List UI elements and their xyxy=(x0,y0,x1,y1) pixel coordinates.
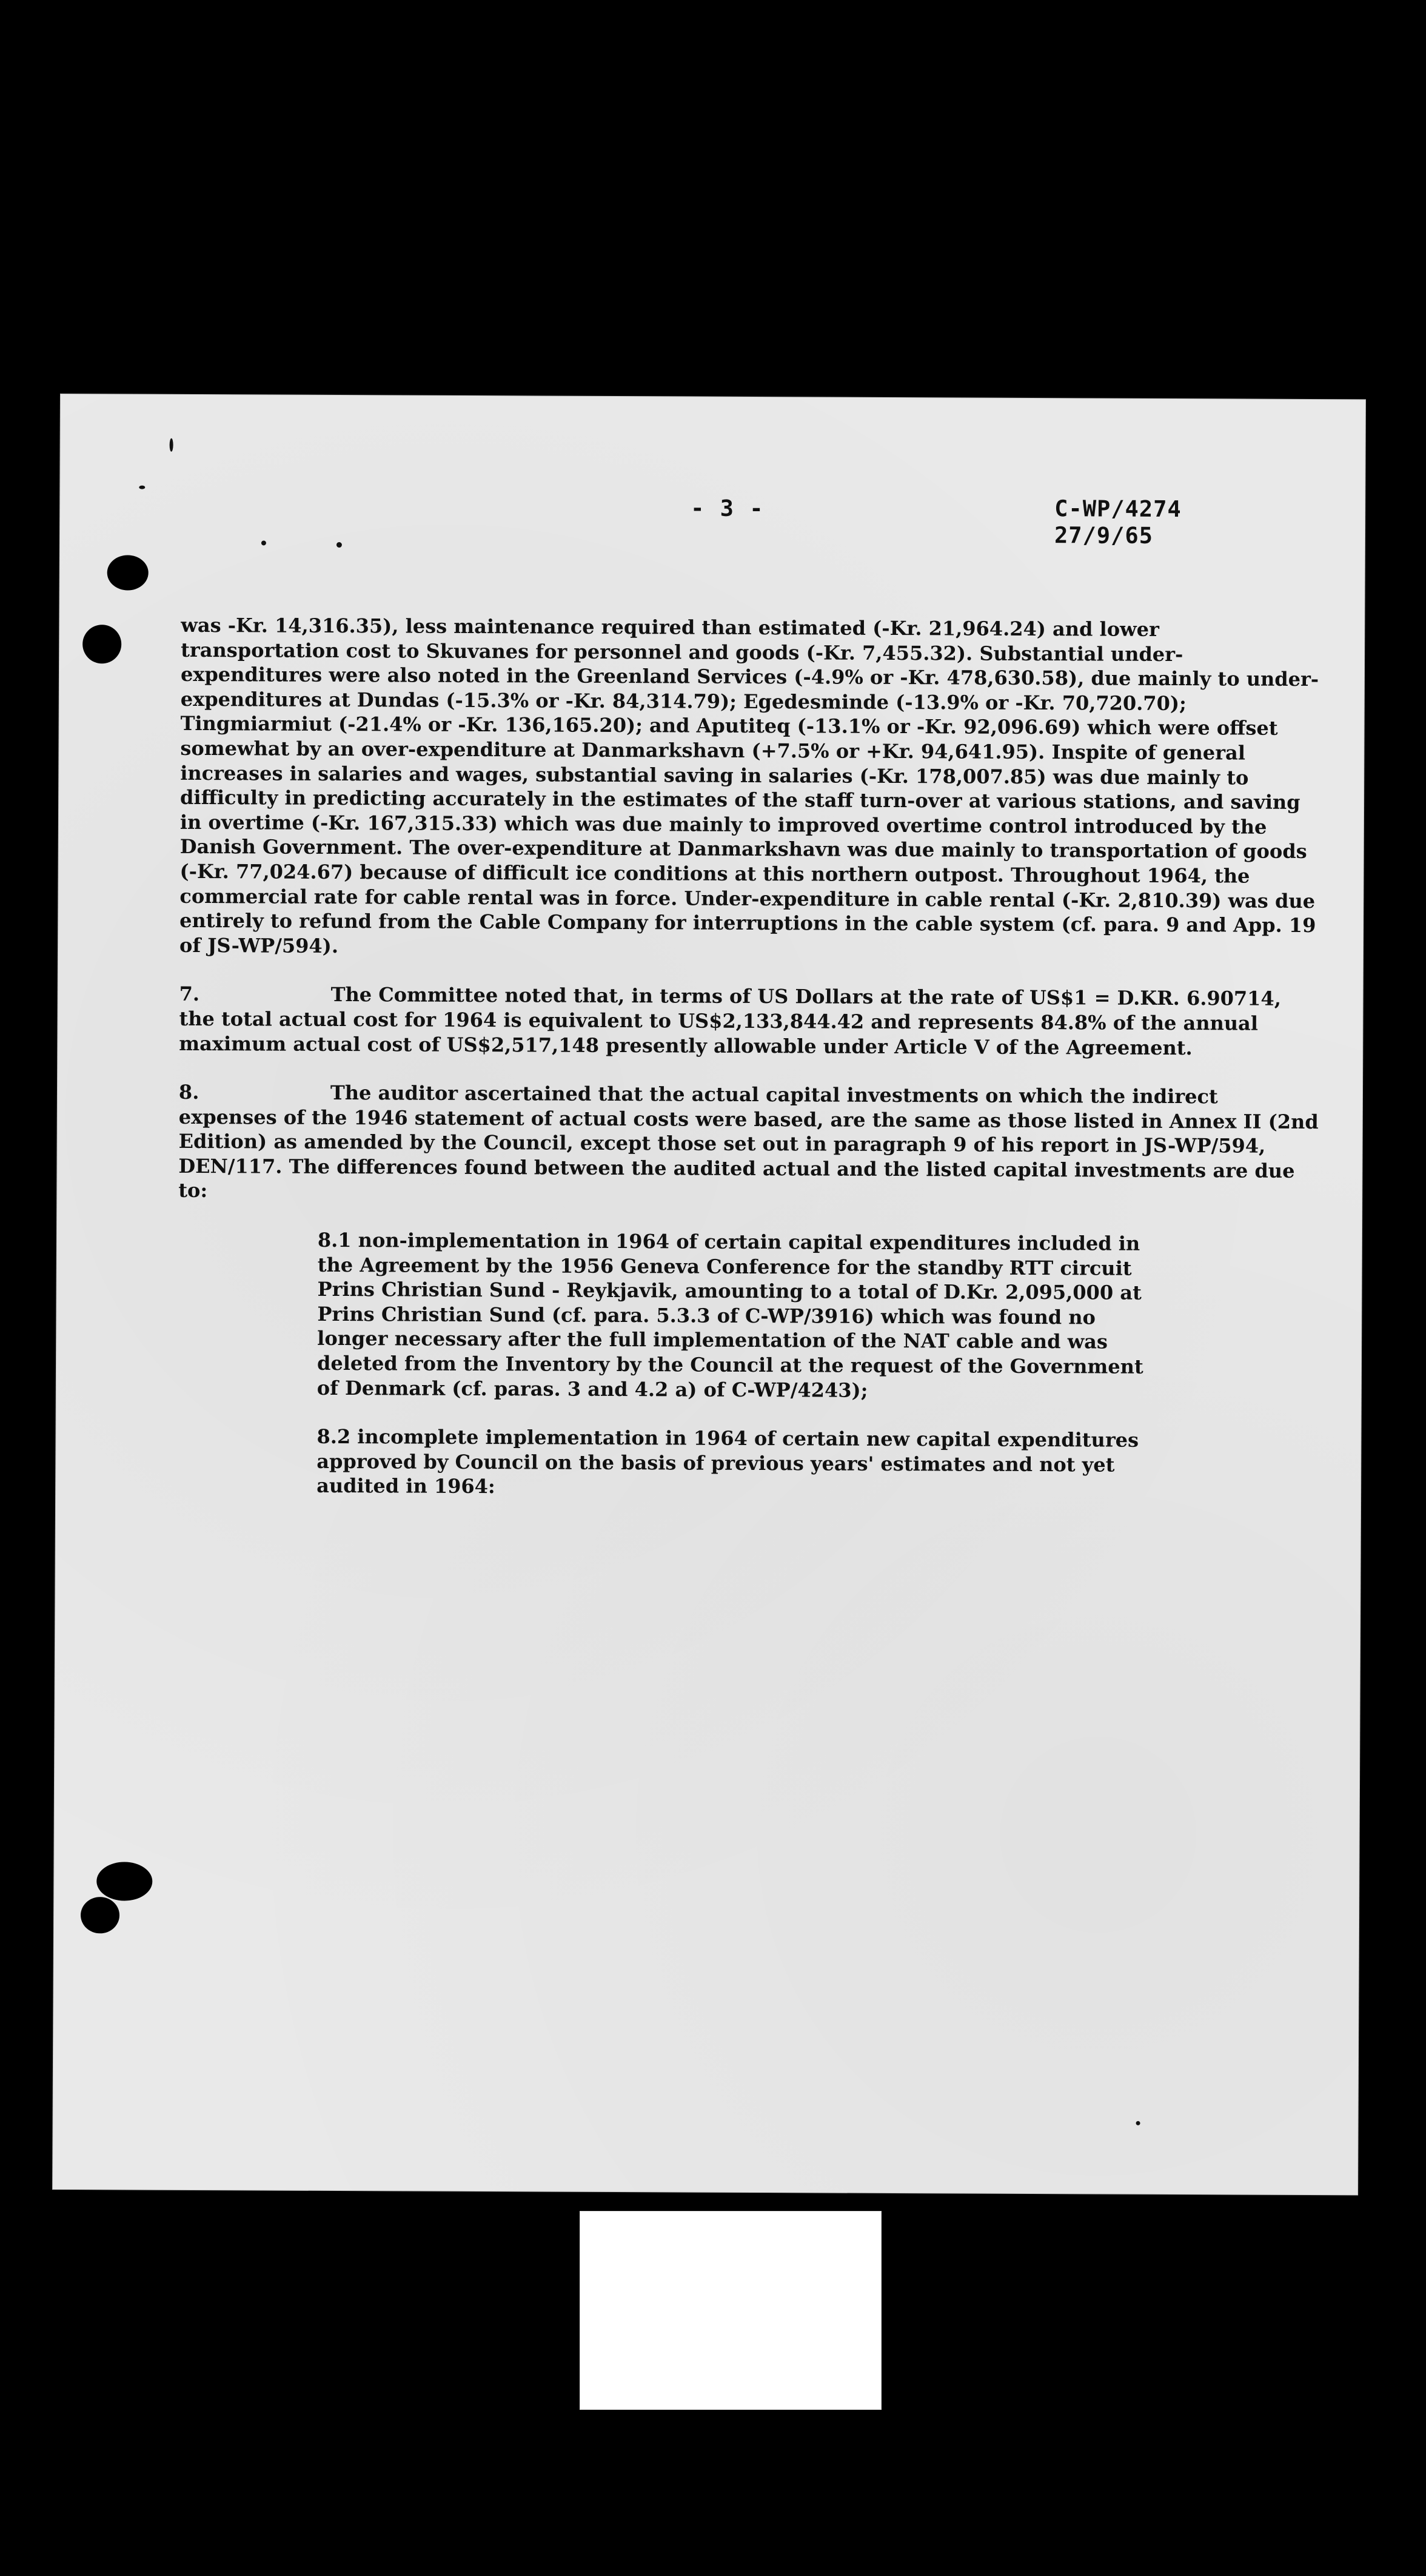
speck-mark xyxy=(261,540,266,545)
punch-hole-lower xyxy=(96,1862,152,1900)
document-reference xyxy=(1054,495,1182,549)
punch-hole-bottom xyxy=(81,1897,119,1933)
document-body xyxy=(177,613,1321,1527)
speck-mark xyxy=(1136,2121,1140,2125)
page-number: - 3 - xyxy=(691,495,765,522)
paragraph-8-number: 8. xyxy=(178,1080,199,1104)
paragraph-7-number: 7. xyxy=(179,982,200,1006)
paragraph-8-2: 8.2 incomplete implementation in 1964 of certain new capital expenditures approved by Council on the basis of previous years' estimates and not yet audited in 1964: xyxy=(316,1425,1139,1498)
document-date: 27/9/65 xyxy=(1054,522,1154,549)
punch-hole-top xyxy=(107,555,149,590)
continuation-paragraph: was -Kr. 14,316.35), less maintenance required than estimated (-Kr. 21,964.24) and lower transportation cost to Skuvanes for personnel and goods (-Kr. 7,455.32). Substantial under-expenditures were also noted in the Greenland Services (-4.9% or -Kr. 478,630.58), due mainly to under-expenditures at Dundas (-15.3% or -Kr. 84,314.79); Egedesminde (-13.9% or -Kr. 70,720.70); Tingmiarmiut (-21.4% or -Kr. 136,165.20); and Aputiteq (-13.1% or -Kr. 92,096.69) which were offset somewhat by an over-expenditure at Danmarkshavn (+7.5% or +Kr. 94,641.95). Inspite of general increases in salaries and wages, substantial saving in salaries (-Kr. 178,007.85) was due mainly to difficulty in predicting accurately in the estimates of the staff turn-over at various stations, and saving in overtime (-Kr. 167,315.33) which was due mainly to improved overtime control introduced by the Danish Government. The over-expenditure at Danmarkshavn was due mainly to transportation of goods (-Kr. 77,024.67) because of difficult ice conditions at this northern outpost. Throughout 1964, the commercial rate for cable rental was in force. Under-expenditure in cable rental (-Kr. 2,810.39) was due entirely to refund from the Cable Company for interruptions in the cable system (cf. para. 9 and App. 19 of JS-WP/594). xyxy=(179,613,1319,958)
blank-label-card xyxy=(580,2211,882,2410)
speck-mark xyxy=(336,542,342,548)
paragraph-8 xyxy=(178,1080,1319,1208)
paragraph-8-text: The auditor ascertained that the actual capital investments on which the indirect expenses of the 1946 statement of actual costs were based, are the same as those listed in Annex II (2nd Edition) as amended by the Council, except those set out in paragraph 9 of his report in JS-WP/594, DEN/117. The differences found between the audited actual and the listed capital investments are due to: xyxy=(178,1081,1319,1202)
document-code: C-WP/4274 xyxy=(1054,495,1182,523)
speck-mark xyxy=(139,486,145,489)
paragraph-8-1: 8.1 non-implementation in 1964 of certain capital expenditures included in the Agreement by the 1956 Geneva Conference for the standby RTT circuit Prins Christian Sund - Reykjavik, amounting to a total of D.Kr. 2,095,000 at Prins Christian Sund (cf. para. 5.3.3 of C-WP/3916) which was found no longer necessary after the full implementation of the NAT cable and was deleted from the Inventory by the Council at the request of the Government of Denmark (cf. paras. 3 and 4.2 a) of C-WP/4243); xyxy=(316,1228,1143,1402)
speck-mark xyxy=(170,438,173,452)
paragraph-7-text: The Committee noted that, in terms of US Dollars at the rate of US$1 = D.KR. 6.90714, the total actual cost for 1964 is equivalent to US$2,133,844.42 and represents 84.8% of the annual maximum actual cost of US$2,517,148 presently allowable under Article V of the Agreement. xyxy=(179,983,1281,1059)
document-page xyxy=(53,394,1365,2195)
punch-hole-upper xyxy=(82,625,121,663)
paragraph-7 xyxy=(179,982,1319,1061)
